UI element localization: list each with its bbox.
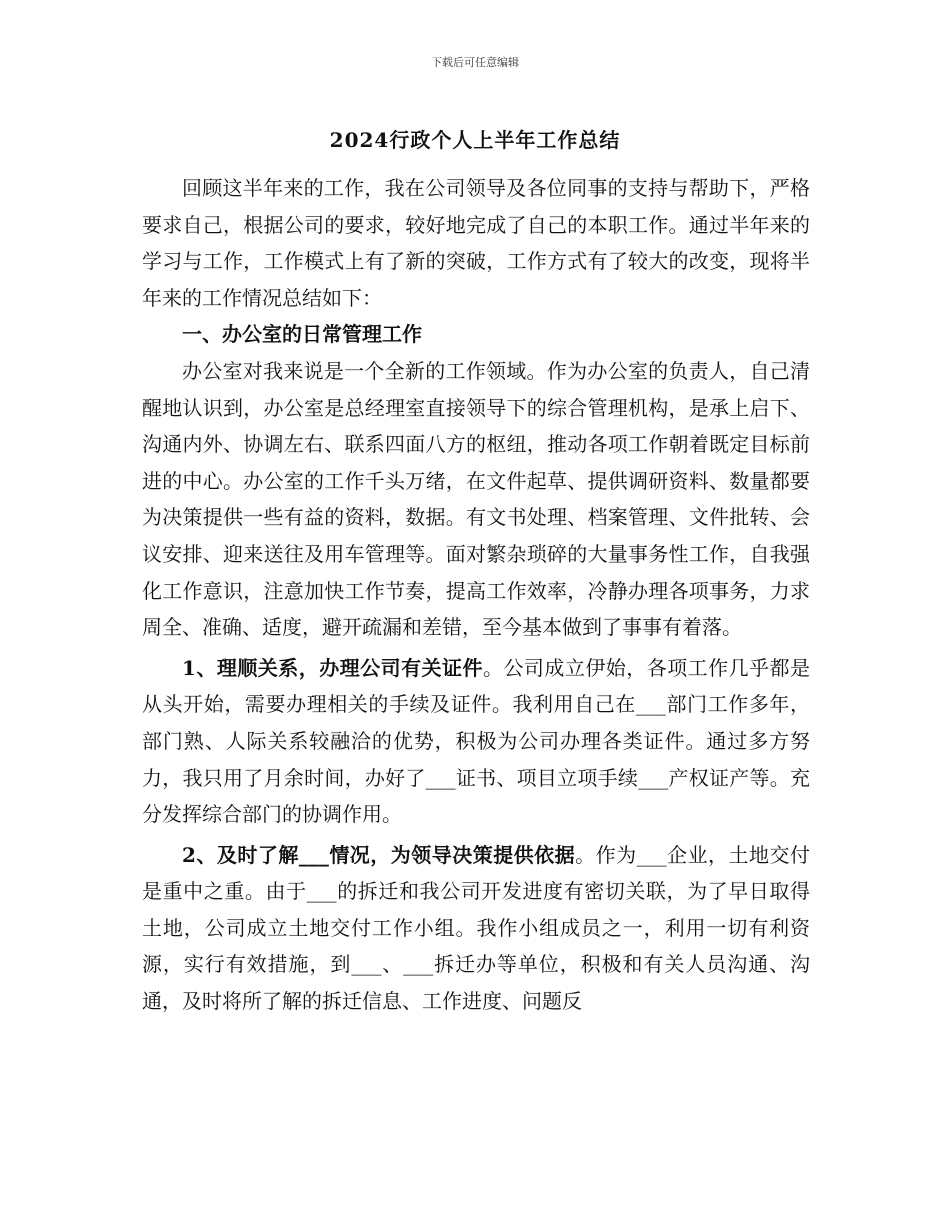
item-lead-2: 2、及时了解___情况，为领导决策提供依据 [182, 842, 576, 867]
item-paragraph-1 [142, 650, 810, 833]
header-note: 下载后可任意编辑 [431, 56, 519, 69]
section-heading: 一、办公室的日常管理工作 [182, 322, 422, 347]
item-body-1: 。公司成立伊始，各项工作几乎都是从头开始，需要办理相关的手续及证件。我利用自己在___部门工作多年，部门熟、人际关系较融洽的优势，积极为公司办理各类证件。通过多方努力，我只用了月余时间，办好了___证书、项目立项手续___产权证产等。充分发挥综合部门的协调作用。 [142, 655, 811, 827]
section-paragraph: 办公室对我来说是一个全新的工作领域。作为办公室的负责人，自己清醒地认识到，办公室是总经理室直接领导下的综合管理机构，是承上启下、沟通内外、协调左右、联系四面八方的枢纽，推动各项工作朝着既定目标前进的中心。办公室的工作千头万绪，在文件起草、提供调研资料、数量都要为决策提供一些有益的资料，数据。有文书处理、档案管理、文件批转、会议安排、迎来送往及用车管理等。面对繁杂琐碎的大量事务性工作，自我强化工作意识，注意加快工作节奏，提高工作效率，冷静办理各项事务，力求周全、准确、适度，避开疏漏和差错，至今基本做到了事事有着落。 [142, 358, 810, 640]
item-lead-1: 1、理顺关系，办理公司有关证件 [182, 655, 483, 680]
item-paragraph-2 [142, 837, 810, 1020]
item-body-2: 。作为___企业，土地交付是重中之重。由于___的拆迁和我公司开发进度有密切关联，为了早日取得土地，公司成立土地交付工作小组。我作小组成员之一，利用一切有利资源，实行有效措施，到___、___拆迁办等单位，积极和有关人员沟通、沟通，及时将所了解的拆迁信息、工作进度、问题反 [142, 842, 810, 1014]
intro-paragraph: 回顾这半年来的工作，我在公司领导及各位同事的支持与帮助下，严格要求自己，根据公司的要求，较好地完成了自己的本职工作。通过半年来的学习与工作，工作模式上有了新的突破，工作方式有了较大的改变，现将半年来的工作情况总结如下： [142, 176, 810, 310]
document-body [142, 170, 810, 1020]
document-title: 2024行政个人上半年工作总结 [329, 128, 621, 152]
